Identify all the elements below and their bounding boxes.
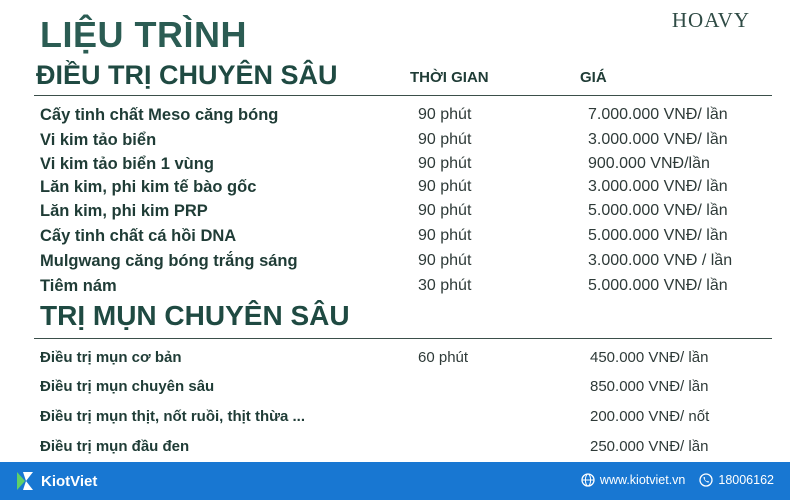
globe-icon [581, 473, 595, 487]
service-price: 7.000.000 VNĐ/ lần [588, 106, 728, 123]
service-name: Lăn kim, phi kim PRP [40, 202, 208, 220]
kiotviet-logo-icon [14, 470, 36, 492]
service-name: Điều trị mụn chuyên sâu [40, 378, 215, 395]
logo-text: KiotViet [41, 472, 98, 490]
service-price: 450.000 VNĐ/ lần [590, 349, 709, 366]
service-duration: 90 phút [418, 178, 472, 195]
table-row [0, 131, 790, 155]
phone-text: 18006162 [718, 473, 774, 487]
service-duration: 90 phút [418, 252, 472, 269]
service-name: Vi kim tảo biển [40, 131, 157, 149]
column-header-price: GIÁ [580, 69, 607, 86]
service-duration: 90 phút [418, 227, 472, 244]
section-title-acne: TRỊ MỤN CHUYÊN SÂU [40, 300, 350, 331]
column-header-time: THỜI GIAN [410, 69, 489, 86]
kiotviet-logo[interactable] [14, 470, 97, 492]
phone-icon [699, 473, 713, 487]
table-row [0, 178, 790, 202]
phone-link[interactable] [699, 473, 774, 487]
service-name: Lăn kim, phi kim tế bào gốc [40, 178, 257, 196]
service-name: Điều trị mụn thịt, nốt ruồi, thịt thừa ... [40, 408, 305, 425]
table-row [0, 106, 790, 130]
table-row [0, 408, 790, 432]
divider-acne [34, 338, 772, 339]
service-duration: 90 phút [418, 106, 472, 123]
service-price: 5.000.000 VNĐ/ lần [588, 277, 728, 294]
service-price: 5.000.000 VNĐ/ lần [588, 227, 728, 244]
service-name: Cấy tinh chất Meso căng bóng [40, 106, 279, 124]
service-duration: 90 phút [418, 155, 472, 172]
service-name: Điều trị mụn đầu đen [40, 438, 190, 455]
service-price: 200.000 VNĐ/ nốt [590, 408, 710, 425]
footer-contact [567, 473, 774, 487]
table-row [0, 277, 790, 301]
brand-logo: HOAVY [671, 8, 750, 32]
page-title: LIỆU TRÌNH [40, 14, 247, 55]
service-name: Tiêm nám [40, 277, 117, 295]
table-row [0, 378, 790, 402]
service-price: 3.000.000 VNĐ / lần [588, 252, 733, 269]
section-title-deep-treatment: ĐIỀU TRỊ CHUYÊN SÂU [36, 60, 338, 90]
table-row [0, 202, 790, 226]
service-price: 5.000.000 VNĐ/ lần [588, 202, 728, 219]
service-duration: 90 phút [418, 131, 472, 148]
service-price: 900.000 VNĐ/lần [588, 155, 710, 172]
service-price: 3.000.000 VNĐ/ lần [588, 178, 728, 195]
table-row [0, 438, 790, 462]
service-price: 850.000 VNĐ/ lần [590, 378, 709, 395]
table-row [0, 252, 790, 276]
service-duration: 60 phút [418, 349, 469, 366]
service-duration: 30 phút [418, 277, 472, 294]
service-name: Cấy tinh chất cá hồi DNA [40, 227, 237, 245]
footer-bar [0, 462, 790, 500]
service-name: Vi kim tảo biển 1 vùng [40, 155, 214, 173]
service-duration: 90 phút [418, 202, 472, 219]
website-text: www.kiotviet.vn [599, 473, 686, 487]
table-row [0, 227, 790, 251]
website-link[interactable] [581, 473, 685, 487]
service-name: Mulgwang căng bóng trắng sáng [40, 252, 298, 270]
service-name: Điều trị mụn cơ bản [40, 349, 182, 366]
divider-top [34, 95, 772, 96]
service-price: 250.000 VNĐ/ lần [590, 438, 709, 455]
service-price: 3.000.000 VNĐ/ lần [588, 131, 728, 148]
table-row [0, 349, 790, 373]
table-row [0, 155, 790, 179]
